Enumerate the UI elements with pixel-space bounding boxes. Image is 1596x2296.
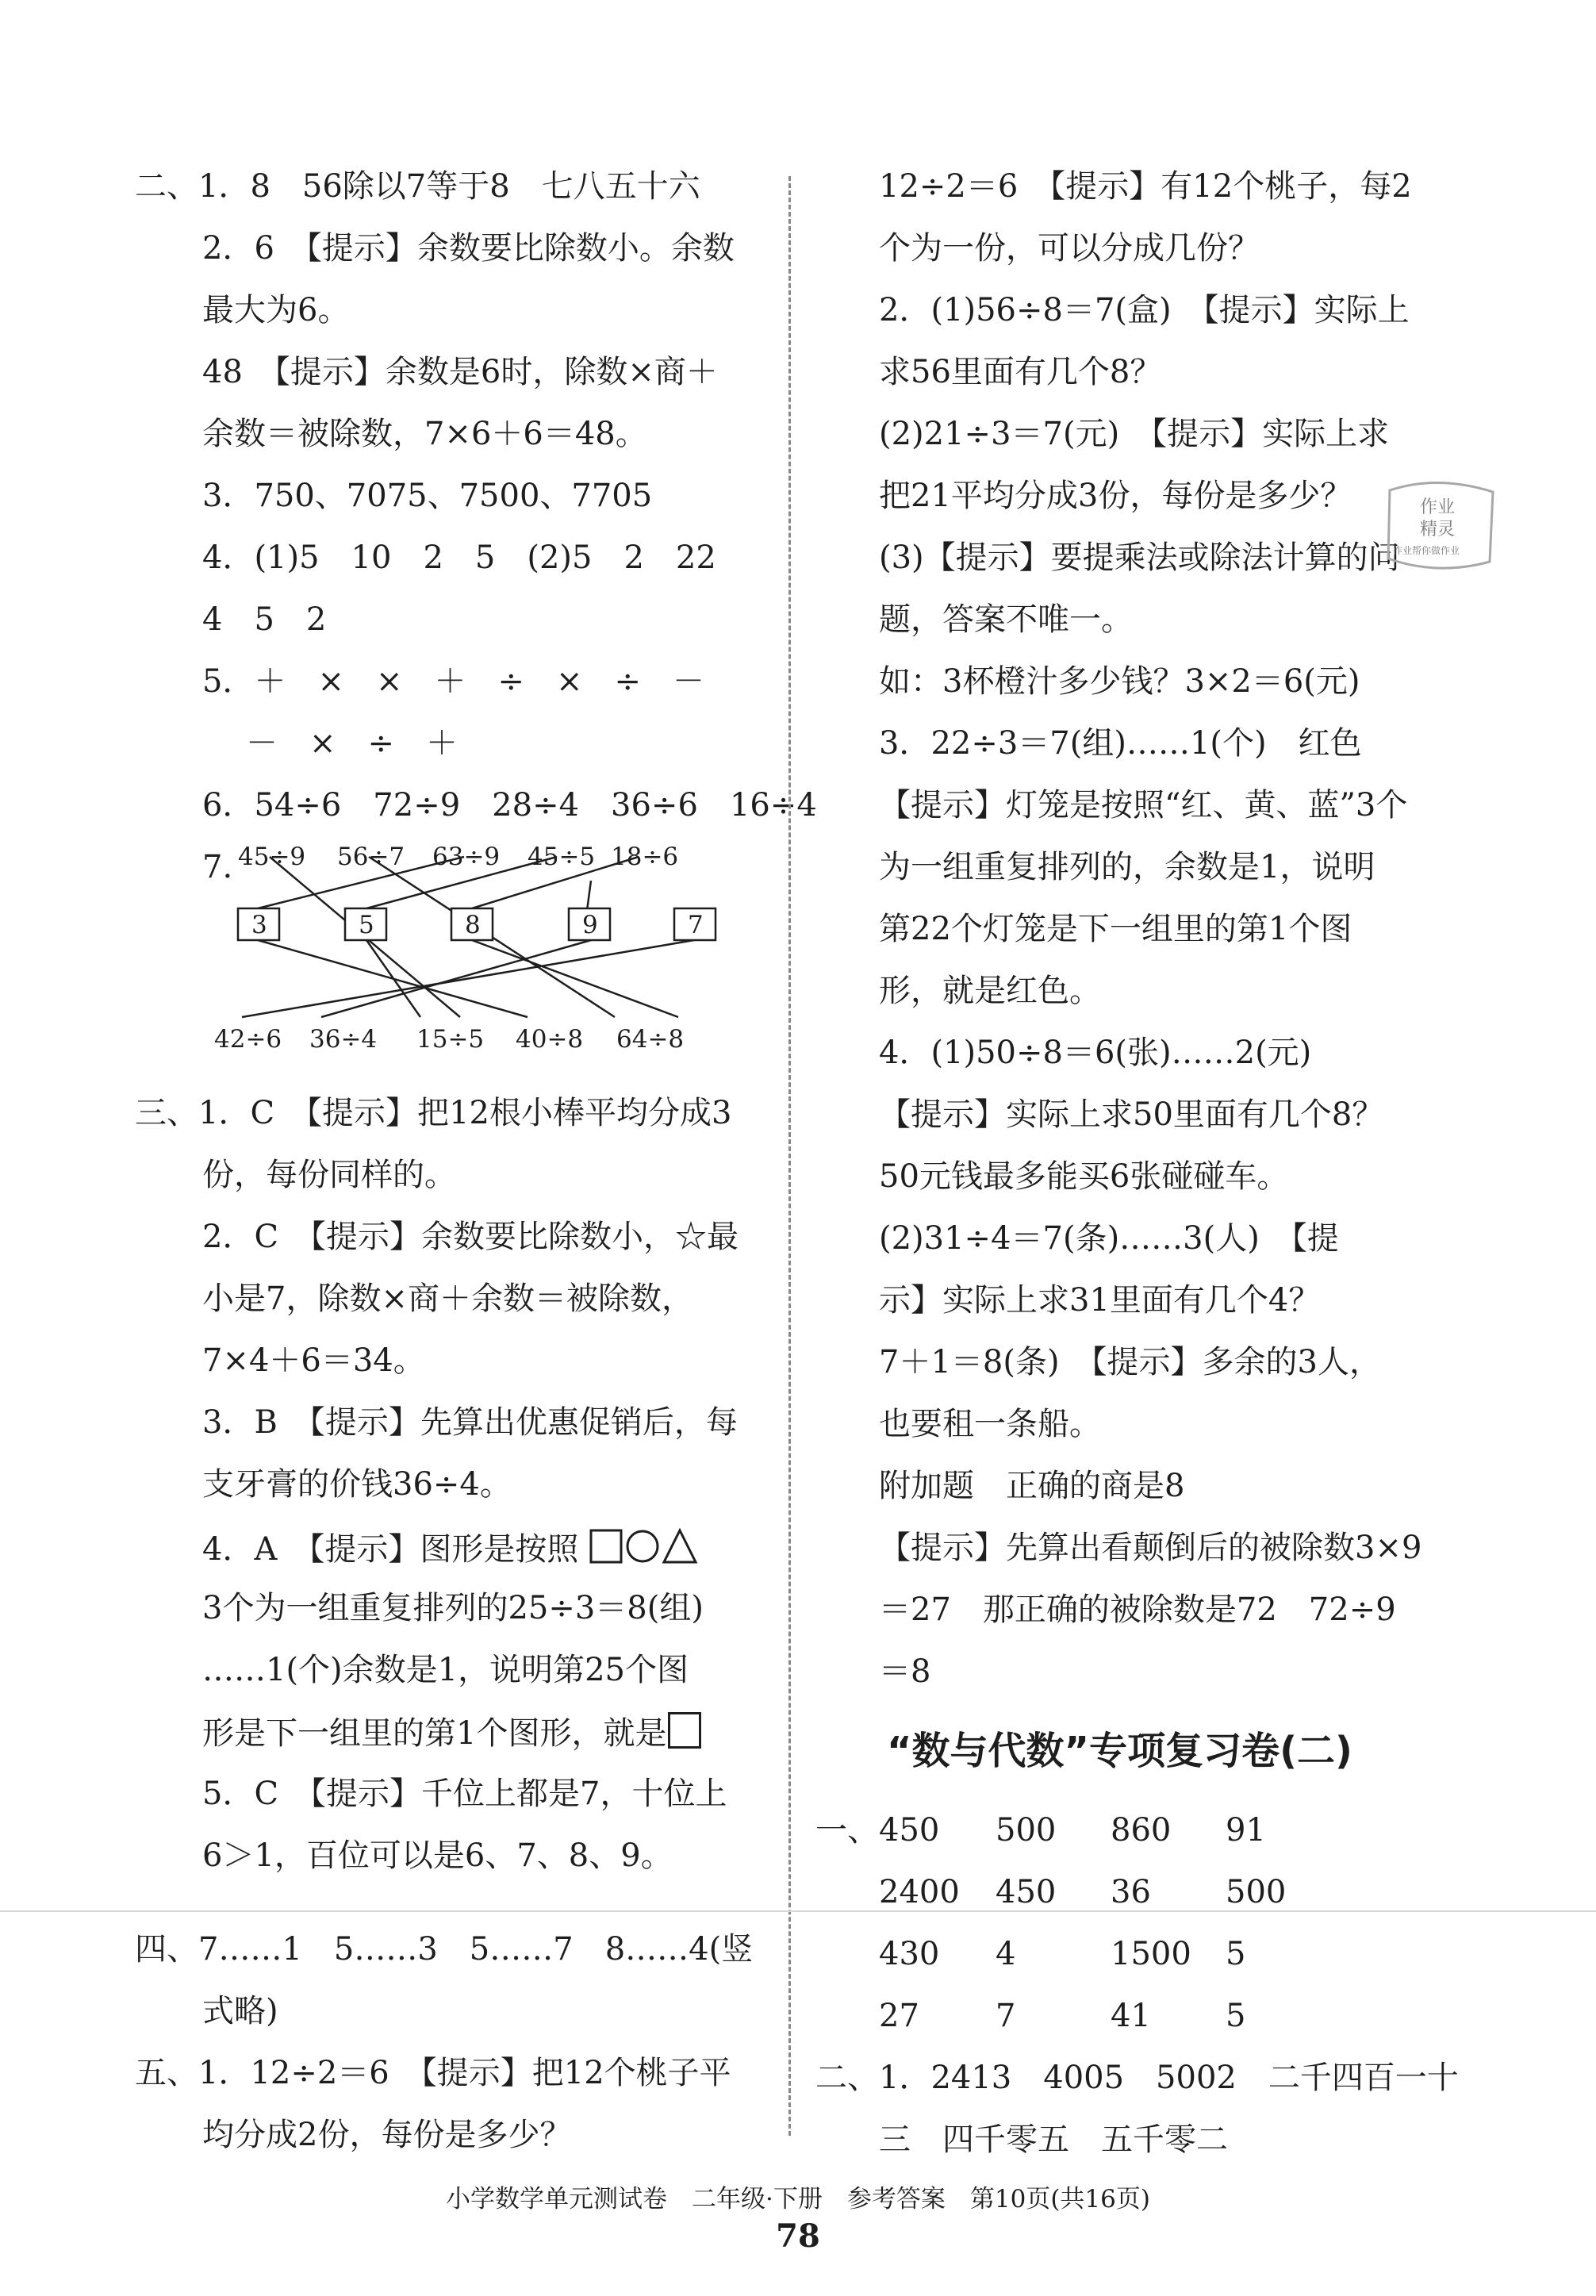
page-fold-line [0, 1910, 1596, 1912]
answer-line: 支牙膏的价钱36÷4。 [202, 1466, 512, 1503]
answer-line: 小是7，除数×商＋余数＝被除数， [202, 1280, 693, 1317]
svg-text:精灵: 精灵 [1420, 520, 1456, 539]
grid-cell: 91 [1226, 1812, 1266, 1849]
answer-line: 均分成2份，每份是多少？ [202, 2117, 572, 2153]
answer-line: 如：3杯橙汁多少钱？3×2＝6(元) [879, 663, 1360, 700]
grid-cell: 450 [996, 1874, 1057, 1910]
page-number: 78 [776, 2217, 820, 2255]
bottom-expression: 64÷8 [616, 1025, 685, 1054]
grid-cell: 7 [996, 1998, 1016, 2034]
answer-line: 【提示】灯笼是按照“红、黄、蓝”3个 [879, 787, 1408, 824]
answer-line: 7×4＋6＝34。 [202, 1342, 425, 1379]
answer-line: 示】实际上求31里面有几个4？ [879, 1282, 1321, 1319]
answer-line: 3．22÷3＝7(组)……1(个) 红色 [879, 725, 1362, 762]
answer-line: 也要租一条船。 [879, 1406, 1101, 1442]
answer-line: 12÷2＝6 【提示】有12个桃子，每2 [879, 168, 1412, 205]
grid-cell: 1500 [1111, 1936, 1191, 1972]
answer-line: 余数＝被除数，7×6＋6＝48。 [202, 416, 647, 452]
answer-line: 三、1．C 【提示】把12根小棒平均分成3 [135, 1095, 732, 1131]
answer-line: 4．(1)50÷8＝6(张)……2(元) [879, 1035, 1312, 1071]
top-expression: 56÷7 [337, 843, 405, 871]
answer-line: 四、7……1 5……3 5……7 8……4(竖 [135, 1931, 754, 1968]
grid-cell: 500 [1226, 1874, 1287, 1910]
answer-line: 6．54÷6 72÷9 28÷4 36÷6 16÷4 [202, 787, 817, 824]
answer-line: 7＋1＝8(条) 【提示】多余的3人， [879, 1344, 1382, 1380]
grid-cell: 450 [879, 1812, 940, 1849]
grid-cell: 27 [879, 1998, 919, 2034]
answer-line: 5．＋ × × ＋ ÷ × ÷ － [202, 663, 705, 700]
box-number: 3 [251, 911, 267, 939]
column-divider [788, 176, 791, 2136]
answer-line: 求56里面有几个8？ [879, 354, 1162, 390]
answer-line: 题，答案不唯一。 [879, 601, 1133, 638]
shape-sequence-icon [589, 1526, 698, 1566]
answer-line: － × ÷ ＋ [246, 725, 458, 762]
answer-line: 个为一份，可以分成几份？ [879, 230, 1260, 267]
question-number: 7. [202, 849, 233, 885]
answer-line: 三 四千零五 五千零二 [879, 2121, 1228, 2158]
svg-text:作业: 作业 [1420, 497, 1456, 517]
grid-cell: 36 [1111, 1874, 1151, 1910]
answer-line: 48 【提示】余数是6时，除数×商＋ [202, 354, 718, 390]
answer-line: 【提示】实际上求50里面有几个8？ [879, 1096, 1384, 1133]
page-footer: 小学数学单元测试卷 二年级·下册 参考答案 第10页(共16页) [446, 2185, 1150, 2213]
bottom-expression: 40÷8 [516, 1025, 584, 1054]
answer-line: (3)【提示】要提乘法或除法计算的问 [879, 539, 1400, 576]
answer-line: 份，每份同样的。 [202, 1157, 456, 1193]
box-number: 8 [465, 911, 481, 939]
svg-text:作业帮你做作业: 作业帮你做作业 [1393, 545, 1460, 556]
grid-cell: 860 [1111, 1812, 1172, 1849]
top-expression: 45÷5 [528, 843, 596, 871]
answer-line: 2．6 【提示】余数要比除数小。余数 [202, 230, 735, 267]
answer-line: 把21平均分成3份，每份是多少？ [879, 478, 1352, 514]
grid-cell: 430 [879, 1936, 940, 1972]
answer-line: 50元钱最多能买6张碰碰车。 [879, 1158, 1289, 1195]
grid-cell: 41 [1111, 1998, 1151, 2034]
bottom-expression: 36÷4 [309, 1025, 378, 1054]
answer-line: 3个为一组重复排列的25÷3＝8(组) [202, 1590, 704, 1626]
answer-line: 4 5 2 [202, 601, 327, 638]
top-expression: 18÷6 [611, 843, 679, 871]
grid-cell: 2400 [879, 1874, 960, 1910]
answer-line: 附加题 正确的商是8 [879, 1468, 1185, 1504]
box-number: 9 [582, 911, 598, 939]
box-number: 7 [688, 911, 704, 939]
top-expression: 63÷9 [432, 843, 501, 871]
answer-line: 2．(1)56÷8＝7(盒) 【提示】实际上 [879, 292, 1410, 328]
answer-line: ……1(个)余数是1，说明第25个图 [202, 1652, 689, 1688]
bottom-expression: 15÷5 [416, 1025, 485, 1054]
answer-line: 【提示】先算出看颠倒后的被除数3×9 [879, 1530, 1422, 1566]
answer-line: 形，就是红色。 [879, 973, 1101, 1009]
grid-cell: 500 [996, 1812, 1057, 1849]
answer-line: 4．(1)5 10 2 5 (2)5 2 22 [202, 539, 716, 576]
answer-line: 二、1．2413 4005 5002 二千四百一十 [815, 2060, 1459, 2096]
answer-line: 2．C 【提示】余数要比除数小，☆最 [202, 1219, 739, 1255]
answer-line: 第22个灯笼是下一组里的第1个图 [879, 911, 1352, 947]
answer-line: 五、1．12÷2＝6 【提示】把12个桃子平 [135, 2055, 731, 2091]
answer-line: 二、1．8 56除以7等于8 七八五十六 [135, 168, 700, 205]
answer-line: 为一组重复排列的，余数是1，说明 [879, 849, 1375, 885]
answer-line: 3．750、7075、7500、7705 [202, 478, 653, 514]
grid-cell: 5 [1226, 1998, 1246, 2034]
square-icon [591, 1530, 621, 1562]
triangle-icon [664, 1530, 696, 1562]
section-title: “数与代数”专项复习卷(二) [887, 1729, 1352, 1773]
top-expression: 45÷9 [238, 843, 306, 871]
answer-line: 式略) [202, 1993, 278, 2029]
answer-line: 5．C 【提示】千位上都是7，十位上 [202, 1776, 727, 1812]
answer-line: 最大为6。 [202, 292, 350, 328]
matching-diagram [202, 833, 742, 1063]
answer-line: 6＞1，百位可以是6、7、8、9。 [202, 1837, 673, 1874]
square-icon [668, 1712, 701, 1749]
watermark-stamp [1382, 474, 1501, 578]
answer-line: 3．B 【提示】先算出优惠促销后，每 [202, 1404, 738, 1441]
answer-line: 形是下一组里的第1个图形，就是 [202, 1712, 703, 1753]
grid-cell: 4 [996, 1936, 1016, 1972]
section-label: 一、 [815, 1812, 879, 1849]
bottom-expression: 42÷6 [214, 1025, 282, 1054]
answer-line: ＝8 [879, 1653, 931, 1690]
answer-line: 4．A 【提示】图形是按照 [202, 1526, 698, 1569]
box-number: 5 [359, 911, 374, 939]
answer-line: (2)21÷3＝7(元) 【提示】实际上求 [879, 416, 1390, 452]
grid-cell: 5 [1226, 1936, 1246, 1972]
answer-line: ＝27 那正确的被除数是72 72÷9 [879, 1591, 1396, 1628]
answer-line: (2)31÷4＝7(条)……3(人) 【提 [879, 1220, 1339, 1257]
circle-icon [627, 1531, 658, 1561]
